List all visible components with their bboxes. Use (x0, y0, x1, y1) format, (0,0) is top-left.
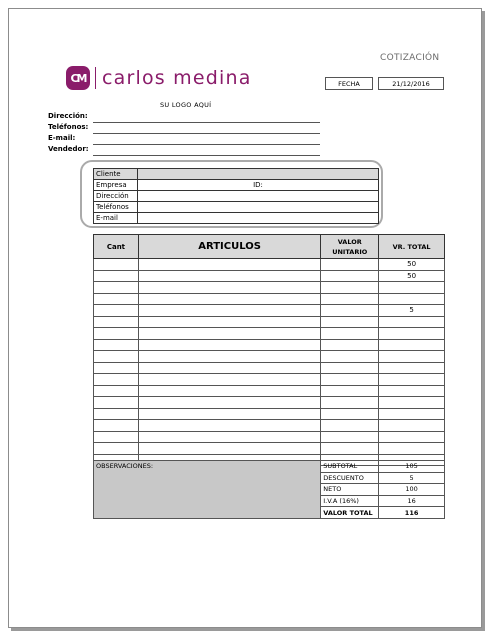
logo-caption: SU LOGO AQUÍ (160, 101, 212, 109)
address-row (48, 112, 320, 123)
item-description-cell[interactable] (138, 305, 320, 317)
item-cant-cell[interactable] (94, 385, 139, 397)
client-header-fill (138, 169, 379, 180)
client-email-field[interactable] (138, 213, 379, 224)
item-cant-cell[interactable] (94, 282, 139, 294)
item-cant-cell[interactable] (94, 259, 139, 271)
table-row (94, 282, 445, 294)
item-description-cell[interactable] (138, 270, 320, 282)
table-row (94, 385, 445, 397)
net-value: 100 (379, 484, 445, 496)
item-cant-cell[interactable] (94, 408, 139, 420)
item-total-cell[interactable] (379, 397, 445, 409)
table-row (94, 443, 445, 455)
table-row (94, 305, 445, 317)
col-header-valor-unitario (321, 235, 379, 259)
item-unit-price-cell[interactable] (321, 351, 379, 363)
item-description-cell[interactable] (138, 397, 320, 409)
item-description-cell[interactable] (138, 431, 320, 443)
col-header-unitario: UNITARIO (332, 247, 368, 256)
item-cant-cell[interactable] (94, 443, 139, 455)
seller-input-line[interactable] (93, 155, 320, 156)
item-unit-price-cell[interactable] (321, 385, 379, 397)
table-row (94, 397, 445, 409)
logo-divider (95, 67, 96, 89)
client-company-field[interactable] (138, 180, 379, 191)
item-total-cell[interactable]: 50 (379, 270, 445, 282)
item-unit-price-cell[interactable] (321, 328, 379, 340)
client-address-field[interactable] (138, 191, 379, 202)
item-unit-price-cell[interactable] (321, 374, 379, 386)
item-description-cell[interactable] (138, 408, 320, 420)
item-unit-price-cell[interactable] (321, 316, 379, 328)
table-row (94, 259, 445, 271)
table-row (94, 328, 445, 340)
client-phones-label: Teléfonos (94, 202, 138, 213)
client-address-label: Dirección (94, 191, 138, 202)
item-cant-cell[interactable] (94, 328, 139, 340)
client-company-label: Empresa (94, 180, 138, 191)
item-cant-cell[interactable] (94, 431, 139, 443)
item-cant-cell[interactable] (94, 339, 139, 351)
item-cant-cell[interactable] (94, 316, 139, 328)
logo-wordmark: carlos medina (102, 67, 252, 89)
item-total-cell[interactable] (379, 443, 445, 455)
item-description-cell[interactable] (138, 374, 320, 386)
table-row (94, 431, 445, 443)
grand-total-value: 116 (379, 507, 445, 519)
item-total-cell[interactable] (379, 408, 445, 420)
subtotal-label: SUBTOTAL (321, 461, 379, 473)
item-description-cell[interactable] (138, 316, 320, 328)
item-description-cell[interactable] (138, 293, 320, 305)
item-description-cell[interactable] (138, 385, 320, 397)
item-cant-cell[interactable] (94, 362, 139, 374)
col-header-articulos: ARTICULOS (138, 235, 320, 259)
table-row (94, 351, 445, 363)
items-body (94, 259, 445, 466)
email-row (48, 134, 320, 145)
table-row (94, 374, 445, 386)
col-header-total: VR. TOTAL (379, 235, 445, 259)
item-unit-price-cell[interactable] (321, 443, 379, 455)
item-cant-cell[interactable] (94, 374, 139, 386)
item-total-cell[interactable] (379, 282, 445, 294)
item-cant-cell[interactable] (94, 293, 139, 305)
table-row (94, 270, 445, 282)
item-total-cell[interactable]: 5 (379, 305, 445, 317)
item-unit-price-cell[interactable] (321, 270, 379, 282)
date-label: FECHA (325, 77, 373, 90)
item-cant-cell[interactable] (94, 351, 139, 363)
item-unit-price-cell[interactable] (321, 431, 379, 443)
address-label: Dirección: (48, 112, 88, 120)
net-label: NETO (321, 484, 379, 496)
phones-label: Teléfonos: (48, 123, 89, 131)
item-unit-price-cell[interactable] (321, 408, 379, 420)
item-unit-price-cell[interactable] (321, 420, 379, 432)
item-description-cell[interactable] (138, 362, 320, 374)
table-row (94, 339, 445, 351)
item-total-cell[interactable] (379, 293, 445, 305)
item-description-cell[interactable] (138, 443, 320, 455)
item-description-cell[interactable] (138, 339, 320, 351)
client-id-label: ID: (253, 180, 263, 189)
table-row (94, 362, 445, 374)
item-total-cell[interactable] (379, 316, 445, 328)
item-cant-cell[interactable] (94, 270, 139, 282)
item-unit-price-cell[interactable] (321, 362, 379, 374)
discount-label: DESCUENTO (321, 472, 379, 484)
item-total-cell[interactable] (379, 431, 445, 443)
item-total-cell[interactable] (379, 362, 445, 374)
item-description-cell[interactable] (138, 259, 320, 271)
document-title: COTIZACIÓN (380, 53, 440, 63)
seller-row (48, 145, 320, 156)
company-logo (66, 66, 252, 90)
item-cant-cell[interactable] (94, 397, 139, 409)
item-unit-price-cell[interactable] (321, 305, 379, 317)
subtotal-value: 105 (379, 461, 445, 473)
item-total-cell[interactable] (379, 328, 445, 340)
item-description-cell[interactable] (138, 282, 320, 294)
client-table (93, 168, 379, 224)
item-unit-price-cell[interactable] (321, 293, 379, 305)
summary-table (93, 460, 445, 519)
client-phones-field[interactable] (138, 202, 379, 213)
col-header-cant: Cant (94, 235, 139, 259)
item-total-cell[interactable] (379, 420, 445, 432)
table-row (94, 316, 445, 328)
date-value[interactable]: 21/12/2016 (378, 77, 444, 90)
observations-label: OBSERVACIONES: (96, 462, 154, 470)
item-unit-price-cell[interactable] (321, 282, 379, 294)
item-description-cell[interactable] (138, 351, 320, 363)
table-row (94, 420, 445, 432)
item-total-cell[interactable] (379, 374, 445, 386)
table-row (94, 293, 445, 305)
vat-label: I.V.A (16%) (321, 495, 379, 507)
vat-value: 16 (379, 495, 445, 507)
item-description-cell[interactable] (138, 328, 320, 340)
item-description-cell[interactable] (138, 420, 320, 432)
table-row (94, 408, 445, 420)
items-table (93, 234, 445, 466)
phones-row (48, 123, 320, 134)
item-total-cell[interactable] (379, 339, 445, 351)
seller-label: Vendedor: (48, 145, 89, 153)
email-label: E-mail: (48, 134, 76, 142)
item-total-cell[interactable]: 50 (379, 259, 445, 271)
item-total-cell[interactable] (379, 351, 445, 363)
client-email-label: E-mail (94, 213, 138, 224)
item-cant-cell[interactable] (94, 305, 139, 317)
observations-box[interactable] (94, 461, 321, 519)
item-unit-price-cell[interactable] (321, 259, 379, 271)
item-cant-cell[interactable] (94, 420, 139, 432)
client-header: Cliente (94, 169, 138, 180)
logo-mark-icon: CM (66, 66, 90, 90)
col-header-valor: VALOR (337, 237, 362, 246)
grand-total-label: VALOR TOTAL (321, 507, 379, 519)
item-unit-price-cell[interactable] (321, 397, 379, 409)
discount-value[interactable]: 5 (379, 472, 445, 484)
item-total-cell[interactable] (379, 385, 445, 397)
item-unit-price-cell[interactable] (321, 339, 379, 351)
